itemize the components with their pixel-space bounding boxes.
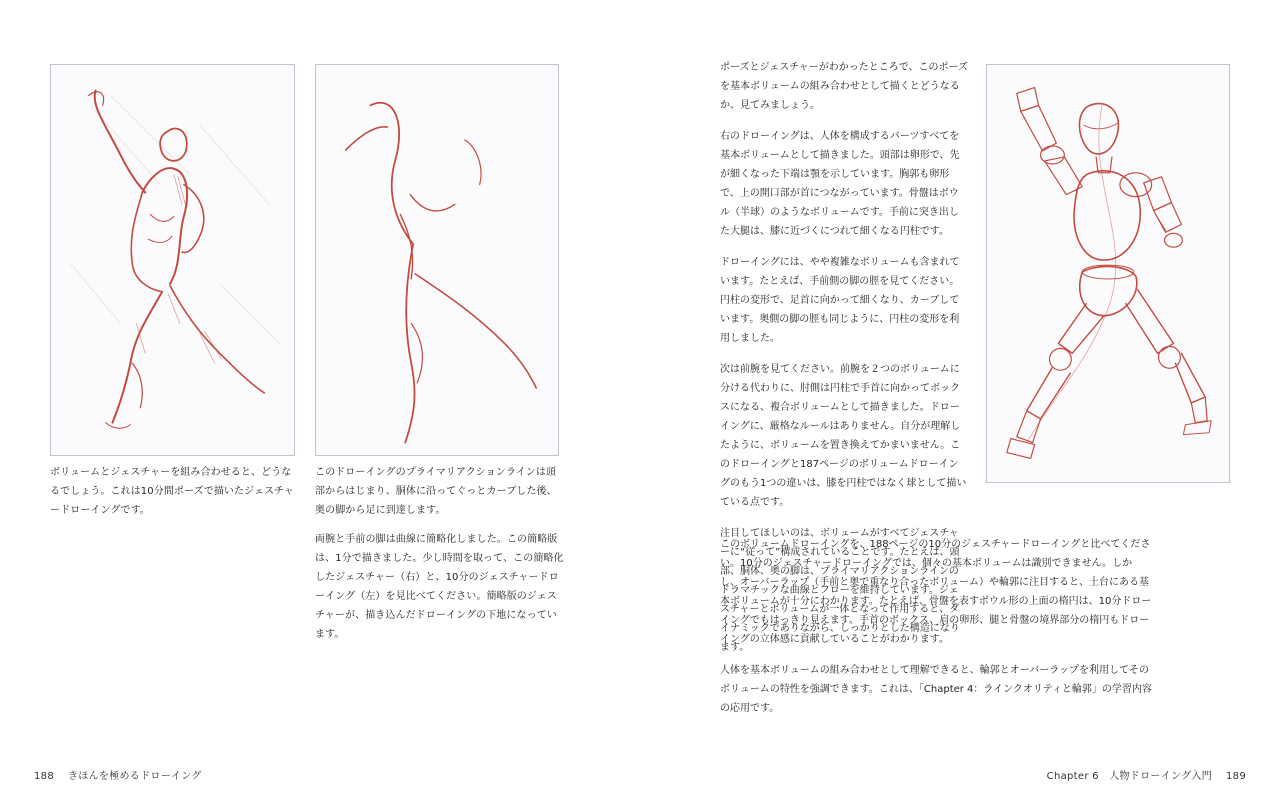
body-paragraph: ドローイングには、やや複雑なボリュームも含まれています。たとえば、手前側の脚の脛を見てください。円柱の変形で、足首に向かって細くなり、カーブしています。奥側の脚の脛も同じように、円柱の変形を利用しました。	[720, 257, 960, 344]
page-number: 188	[34, 771, 54, 782]
body-paragraph: 人体を基本ボリュームの組み合わせとして理解できると、輪郭とオーバーラップを利用してそのボリュームの特性を強調できます。これは、「Chapter 4：ラインクオリティと輪郭」の学習内容の応用です。	[720, 665, 1152, 714]
body-paragraph: 右のドローイングは、人体を構成するパーツすべてを基本ボリュームとして描きました。頭部は卵形で、先が細くなった下端は顎を示しています。胸郭も卵形で、上の開口部が首につながっています。骨盤はボウル（半球）のようなボリュームです。手前に突き出した大腿は、膝に近づくにつれて細くなる円柱です。	[720, 131, 960, 237]
volume-drawing-figure	[986, 64, 1230, 483]
book-title: きほんを極めるドローイング	[68, 771, 202, 782]
figure2-caption-paragraph-2: 両腕と手前の脚は曲線に簡略化しました。この簡略版は、1分で描きました。少し時間を取って、この簡略化したジェスチャー（右）と、10分のジェスチャードローイング（左）を見比べてください。簡略版のジェスチャーが、描き込んだドローイングの下地になっています。	[315, 534, 564, 640]
left-folio	[34, 767, 202, 782]
gesture-drawing-sketch	[51, 65, 294, 455]
right-folio	[1047, 767, 1246, 782]
gesture-drawing-figure	[50, 64, 295, 456]
figure1-caption	[50, 463, 295, 530]
body-paragraph: ポーズとジェスチャーがわかったところで、このポーズを基本ボリュームの組み合わせとして描くとどうなるか、見てみましょう。	[720, 62, 968, 111]
right-page-wide-column	[720, 535, 1152, 730]
figure2-caption	[315, 463, 565, 654]
page-number: 189	[1226, 771, 1246, 782]
simplified-gesture-sketch	[316, 65, 558, 455]
body-paragraph: このボリュームドローイングを、188ページの10分のジェスチャードローイングと比べてください。10分のジェスチャードローイングでは、個々の基本ボリュームは識別できません。しかし、オーバーラップ（手前と奥で重なり合ったボリューム）や輪郭に注目すると、土台にある基本ボリュームが十分にわかります。たとえば、骨盤を表すボウル形の上面の楕円は、10分ドローイングでもはっきり見えます。手首のボックス、肩の卵形、腿と骨盤の境界部分の楕円もドローイングの立体感に貢献していることがわかります。	[720, 539, 1152, 645]
volume-drawing-sketch	[987, 65, 1229, 482]
body-paragraph: 次は前腕を見てください。前腕を２つのボリュームに分ける代わりに、肘側は円柱で手首に向かってボックスになる、複合ボリュームとして描きました。ドローイングに、厳格なルールはありません。自分が理解したように、ボリュームを置き換えてかまいません。このドローイングと187ページのボリュームドローイングのもう1つの違いは、膝を円柱ではなく球として描いている点です。	[720, 364, 967, 508]
simplified-gesture-figure	[315, 64, 559, 456]
figure2-caption-paragraph-1: このドローイングのプライマリアクションラインは頭部からはじまり、胴体に沿ってぐっとカーブした後、奥の脚から足に到達します。	[315, 467, 557, 516]
body-paragraph: 注目してほしいのは、ボリュームがすべてジェスチャーに“従って”構成されていることです。たとえば、頭部、胴体、奥の脚は、プライマリアクションラインのドラマチックな曲線とフローを維持しています。ジェスチャーとボリュームが一体となって作用すると、ダイナミックでありながら、しっかりとした構造になります。	[720, 528, 960, 653]
figure1-caption-text: ボリュームとジェスチャーを組み合わせると、どうなるでしょう。これは10分間ポーズで描いたジェスチャードローイングです。	[50, 467, 294, 516]
chapter-title: Chapter 6 人物ドローイング入門	[1046, 771, 1212, 782]
